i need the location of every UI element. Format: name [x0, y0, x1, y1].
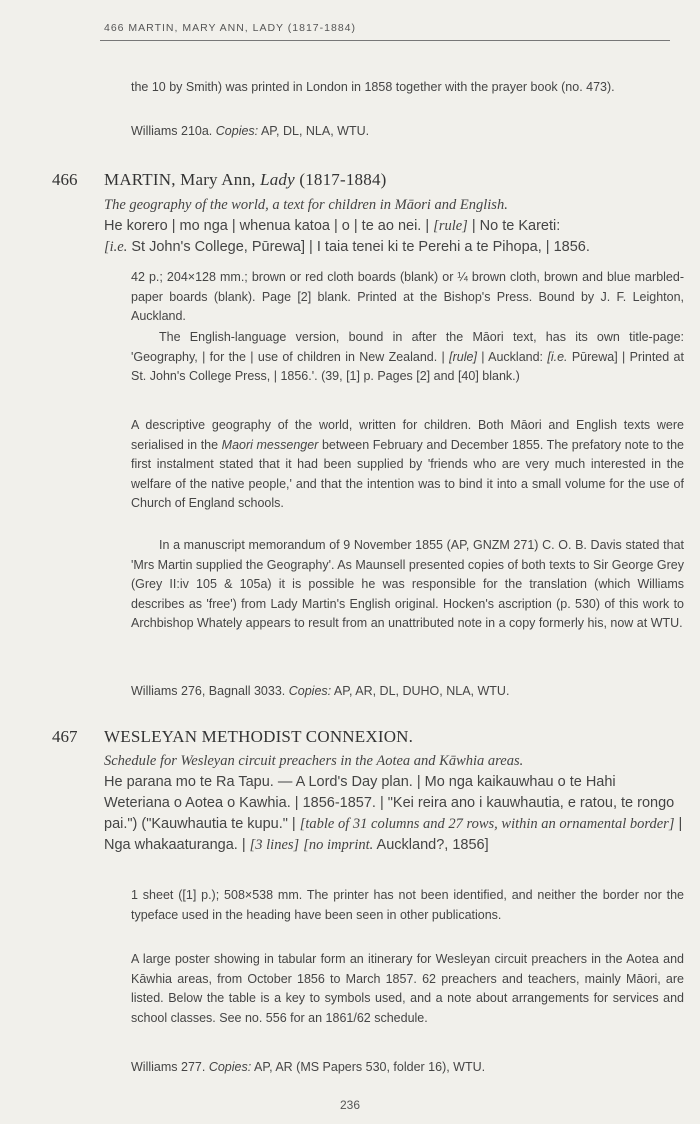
- physical-description-466: 42 p.; 204×128 mm.; brown or red cloth boards (blank) or ¼ brown cloth, brown and blue marbled-paper boards (blank). Page [2] blank. Printed at the Bishop's Press. Bound by J. F. Leighton, Auckland.: [131, 270, 684, 324]
- entry-heading-467: WESLEYAN METHODIST CONNEXION.: [104, 727, 414, 746]
- header-rule: [100, 40, 670, 41]
- continuation-reference: Williams 210a. Copies: AP, DL, NLA, WTU.: [131, 124, 370, 138]
- english-version-note-466: The English-language version, bound in after the Māori text, has its own title-page: 'Geography, | for the | use of children in New Zealand. | [rule] | Auckland: [i.e. Pūrewa] | Printed at St. John's College Press, | 1856.'. (39, [1] p. Pages [2] and [40] blank.): [131, 330, 684, 384]
- physical-description-467: 1 sheet ([1] p.); 508×538 mm. The printer has not been identified, and neither the border nor the typeface used in the heading have been seen in other publications.: [131, 888, 684, 922]
- title-page-transcription-466: The geography of the world, a text for children in Māori and English. He korero | mo nga | whenua katoa | o | te ao nei. | [rule] | No te Kareti: [i.e. St John's College, Pūrewa] | I taia tenei ki te Perehi a te Pihopa, | 1856.: [104, 197, 590, 255]
- page-number: 236: [339, 1098, 361, 1112]
- note-paragraph-466-1: A descriptive geography of the world, written for children. Both Māori and English texts were serialised in the Maori messenger between February and December 1855. The prefatory note to the first instalment stated that it had been supplied by 'friends who are very much interested in the welfare of the native people,' and that the intention was to bind it into a small volume for the use of Church of England schools.: [131, 418, 684, 511]
- entry-number-467: 467: [52, 727, 78, 746]
- reference-line-466: Williams 276, Bagnall 3033. Copies: AP, AR, DL, DUHO, NLA, WTU.: [131, 684, 510, 698]
- reference-line-467: Williams 277. Copies: AP, AR (MS Papers 530, folder 16), WTU.: [131, 1060, 486, 1074]
- note-paragraph-467: A large poster showing in tabular form an itinerary for Wesleyan circuit preachers in the Aotea and Kāwhia areas, from October 1856 to March 1857. 62 preachers and teachers, mainly Māori, are listed. Below the table is a key to symbols used, and a note about arrangements for services and school classes. See no. 556 for an 1861/62 schedule.: [131, 952, 684, 1025]
- title-page-transcription-467: Schedule for Wesleyan circuit preachers in the Aotea and Kāwhia areas. He parana mo te Ra Tapu. — A Lord's Day plan. | Mo nga kaikauwhau o te Hahi Weteriana o Aotea o Kawhia. | 1856-1857. | "Kei reira ano i kauwhautia, e ratou, te rongo pai.") ("Kauwhautia te kupu." | [table of 31 columns and 27 rows, within an ornamental border] | Nga whakaaturanga. | [3 lines] [no imprint. Auckland?, 1856]: [104, 753, 683, 853]
- continuation-paragraph: the 10 by Smith) was printed in London in 1858 together with the prayer book (no. 473).: [131, 80, 615, 94]
- entry-number-466: 466: [52, 170, 78, 189]
- running-head: 466 MARTIN, MARY ANN, LADY (1817-1884): [104, 22, 356, 34]
- entry-heading-466: MARTIN, Mary Ann, Lady (1817-1884): [104, 170, 387, 189]
- note-paragraph-466-2: In a manuscript memorandum of 9 November 1855 (AP, GNZM 271) C. O. B. Davis stated that 'Mrs Martin supplied the Geography'. As Maunsell presented copies of both texts to Sir George Grey (Grey II:iv 105 & 105a) it is possible he was responsible for the translation (which Williams describes as 'free') from Lady Martin's English original. Hocken's ascription (p. 530) of this work to Archbishop Whately appears to result from an unattributed note in a copy formerly his, now at WTU.: [131, 538, 684, 631]
